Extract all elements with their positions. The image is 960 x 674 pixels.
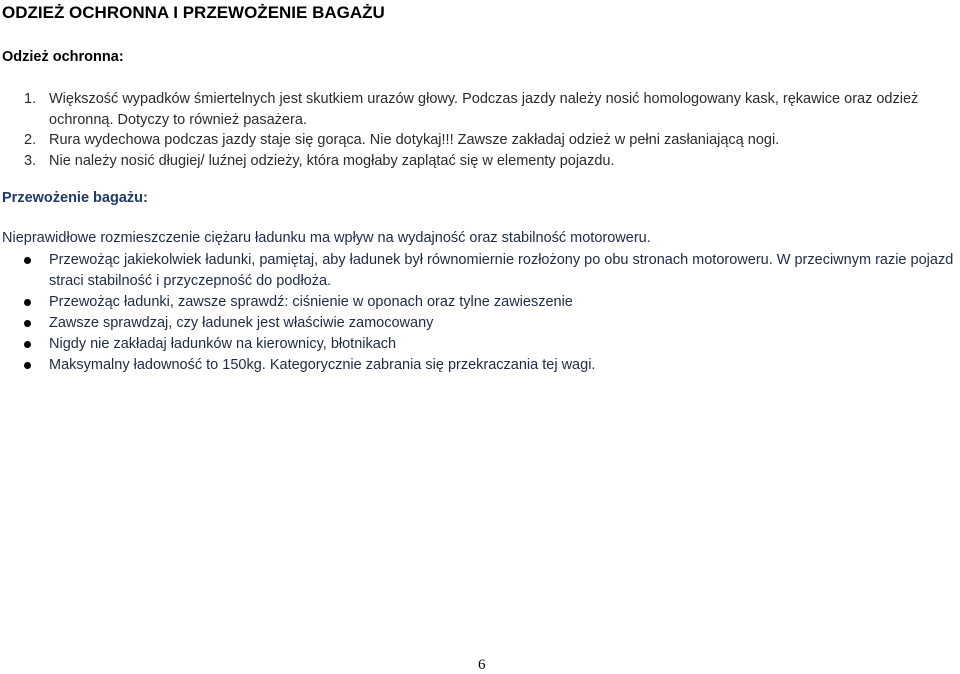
bullet-item [0,292,958,313]
bullet-icon [24,341,31,348]
list-item [0,89,955,130]
section-heading-protective-clothing: Odzież ochronna: [2,49,124,65]
bullet-item [0,355,958,376]
bullet-item-text: Przewożąc ładunki, zawsze sprawdź: ciśnienie w oponach oraz tylne zawieszenie [49,294,573,310]
list-item [0,151,955,172]
list-item-text: Nie należy nosić długiej/ luźnej odzieży, która mogłaby zaplątać się w elementy pojazdu. [49,152,615,169]
bullet-item-text: Przewożąc jakiekolwiek ładunki, pamiętaj, aby ładunek był równomiernie rozłożony po obu stronach motoroweru. W przeciwnym razie pojazd straci stabilność i przyczepność do podłoża. [49,252,954,289]
list-item-number: 3. [24,152,37,169]
page-number: 6 [478,657,486,673]
bullet-icon [24,320,31,327]
bullet-item [0,313,958,334]
luggage-bullet-list [0,250,958,376]
bullet-icon [24,257,31,264]
bullet-item-text: Zawsze sprawdzaj, czy ładunek jest właściwie zamocowany [49,315,434,331]
list-item-text: Większość wypadków śmiertelnych jest skutkiem urazów głowy. Podczas jazdy należy nosić homologowany kask, rękawice oraz odzież ochronną. Dotyczy to również pasażera. [49,91,919,128]
bullet-item-text: Nigdy nie zakładaj ładunków na kierownicy, błotnikach [49,336,397,352]
page-title: ODZIEŻ OCHRONNA I PRZEWOŻENIE BAGAŻU [2,3,385,22]
list-item-number: 2. [24,132,37,148]
list-item-number: 1. [24,91,37,107]
bullet-icon [24,362,31,369]
list-item-text: Rura wydechowa podczas jazdy staje się gorąca. Nie dotykaj!!! Zawsze zakładaj odzież w pełni zasłaniającą nogi. [49,132,780,148]
luggage-intro-text: Nieprawidłowe rozmieszczenie ciężaru ładunku ma wpływ na wydajność oraz stabilność motoroweru. [2,230,651,246]
bullet-item-text: Maksymalny ładowność to 150kg. Kategorycznie zabrania się przekraczania tej wagi. [49,357,596,373]
bullet-item [0,250,958,292]
bullet-icon [24,299,31,306]
section-heading-luggage: Przewożenie bagażu: [2,190,148,206]
protective-clothing-list [0,89,955,171]
bullet-item [0,334,958,355]
list-item [0,130,955,151]
